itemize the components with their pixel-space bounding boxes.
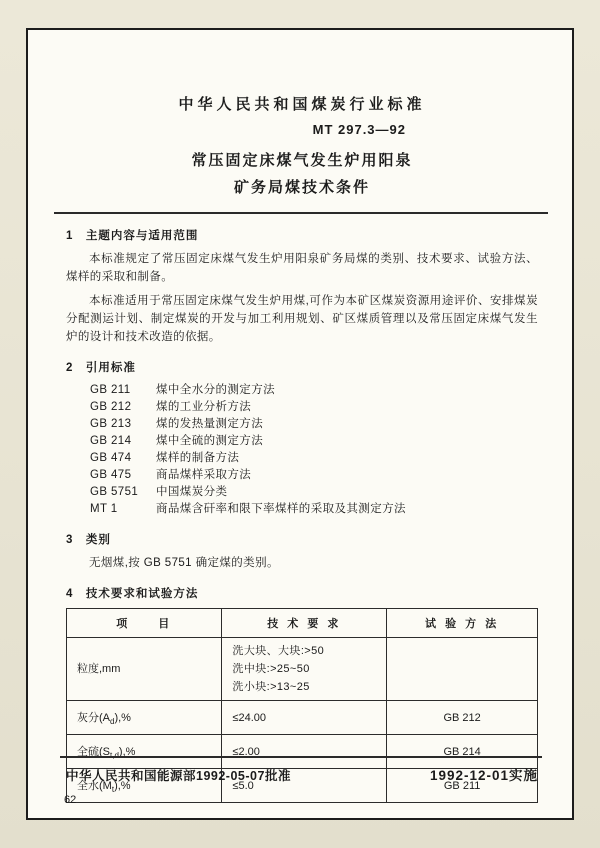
reference-title: 煤样的制备方法 bbox=[156, 452, 240, 464]
requirement-line: 洗中块:>25~50 bbox=[232, 663, 310, 675]
cell-requirement: ≤24.00 bbox=[222, 701, 387, 735]
document-page bbox=[26, 28, 574, 820]
list-item bbox=[90, 501, 538, 518]
reference-title: 中国煤炭分类 bbox=[156, 486, 228, 498]
cell-method: GB 214 bbox=[387, 735, 538, 769]
list-item bbox=[90, 484, 538, 501]
reference-title: 煤中全水分的测定方法 bbox=[156, 384, 275, 396]
reference-code: MT 1 bbox=[90, 503, 118, 515]
item-suffix: ),% bbox=[118, 745, 136, 758]
page-number: 62 bbox=[64, 794, 77, 806]
cell-method bbox=[387, 638, 538, 701]
list-item bbox=[90, 450, 538, 467]
item-subscript: d bbox=[110, 717, 115, 727]
list-item bbox=[90, 433, 538, 450]
cell-method: GB 211 bbox=[387, 769, 538, 803]
reference-list bbox=[90, 382, 538, 518]
reference-title: 商品煤含矸率和限下率煤样的采取及其测定方法 bbox=[156, 503, 406, 515]
cell-method: GB 212 bbox=[387, 701, 538, 735]
item-text: 灰分(A bbox=[77, 711, 110, 724]
standard-number: MT 297.3—92 bbox=[312, 122, 406, 137]
section2-heading: 2 引用标准 bbox=[66, 362, 136, 374]
section4-heading: 4 技术要求和试验方法 bbox=[66, 588, 199, 600]
reference-title: 煤的工业分析方法 bbox=[156, 401, 252, 413]
table-row bbox=[67, 701, 538, 735]
column-header-method: 试 验 方 法 bbox=[387, 609, 538, 638]
section3-paragraph: 无烟煤,按 GB 5751 确定煤的类别。 bbox=[89, 557, 279, 569]
table-header-row bbox=[67, 609, 538, 638]
cell-requirement bbox=[222, 638, 387, 701]
reference-code: GB 211 bbox=[90, 384, 131, 396]
item-text: 全硫(S bbox=[77, 745, 110, 758]
column-header-item: 项 目 bbox=[67, 609, 222, 638]
item-suffix: ),% bbox=[114, 711, 131, 724]
document-title-line2: 矿务局煤技术条件 bbox=[233, 179, 370, 196]
reference-code: GB 212 bbox=[90, 401, 132, 413]
list-item bbox=[90, 416, 538, 433]
footer-divider bbox=[60, 756, 542, 758]
cell-item bbox=[67, 638, 222, 701]
section1-paragraph-1: 本标准规定了常压固定床煤气发生炉用阳泉矿务局煤的类别、技术要求、试验方法、煤样的采取和制备。 bbox=[66, 253, 538, 283]
section1-heading: 1 主题内容与适用范围 bbox=[66, 230, 199, 242]
table-row bbox=[67, 638, 538, 701]
list-item bbox=[90, 382, 538, 399]
implementation-date: 1992-12-01实施 bbox=[429, 768, 538, 783]
item-subscript: t bbox=[111, 785, 115, 795]
cell-requirement: ≤5.0 bbox=[222, 769, 387, 803]
requirement-line: 洗大块、大块:>50 bbox=[232, 645, 325, 657]
reference-title: 商品煤样采取方法 bbox=[156, 469, 252, 481]
approval-note: 中华人民共和国能源部1992-05-07批准 bbox=[66, 769, 291, 783]
list-item bbox=[90, 399, 538, 416]
item-text: 粒度,mm bbox=[77, 663, 121, 676]
footer bbox=[66, 764, 538, 784]
reference-code: GB 474 bbox=[90, 452, 132, 464]
cell-item bbox=[67, 701, 222, 735]
reference-title: 煤中全硫的测定方法 bbox=[156, 435, 264, 447]
item-subscript: t,d bbox=[110, 751, 119, 761]
item-suffix: ),% bbox=[114, 779, 131, 792]
header-divider bbox=[54, 212, 548, 214]
reference-code: GB 214 bbox=[90, 435, 132, 447]
column-header-requirement: 技 术 要 求 bbox=[222, 609, 387, 638]
requirement-line: 洗小块:>13~25 bbox=[232, 681, 310, 693]
cell-requirement: ≤2.00 bbox=[222, 735, 387, 769]
reference-code: GB 475 bbox=[90, 469, 132, 481]
section1-paragraph-2: 本标准适用于常压固定床煤气发生炉用煤,可作为本矿区煤炭资源用途评价、安排煤炭分配测运计划、制定煤炭的开发与加工利用规划、矿区煤质管理以及常压固定床煤气发生炉的设计和技术改造的依据。 bbox=[66, 295, 538, 343]
standard-type-title: 中华人民共和国煤炭行业标准 bbox=[178, 96, 426, 113]
section3-heading: 3 类别 bbox=[66, 534, 111, 546]
reference-code: GB 5751 bbox=[90, 486, 139, 498]
reference-code: GB 213 bbox=[90, 418, 132, 430]
document-title-line1: 常压固定床煤气发生炉用阳泉 bbox=[191, 152, 413, 169]
item-text: 全水(M bbox=[77, 779, 112, 792]
reference-title: 煤的发热量测定方法 bbox=[156, 418, 264, 430]
list-item bbox=[90, 467, 538, 484]
